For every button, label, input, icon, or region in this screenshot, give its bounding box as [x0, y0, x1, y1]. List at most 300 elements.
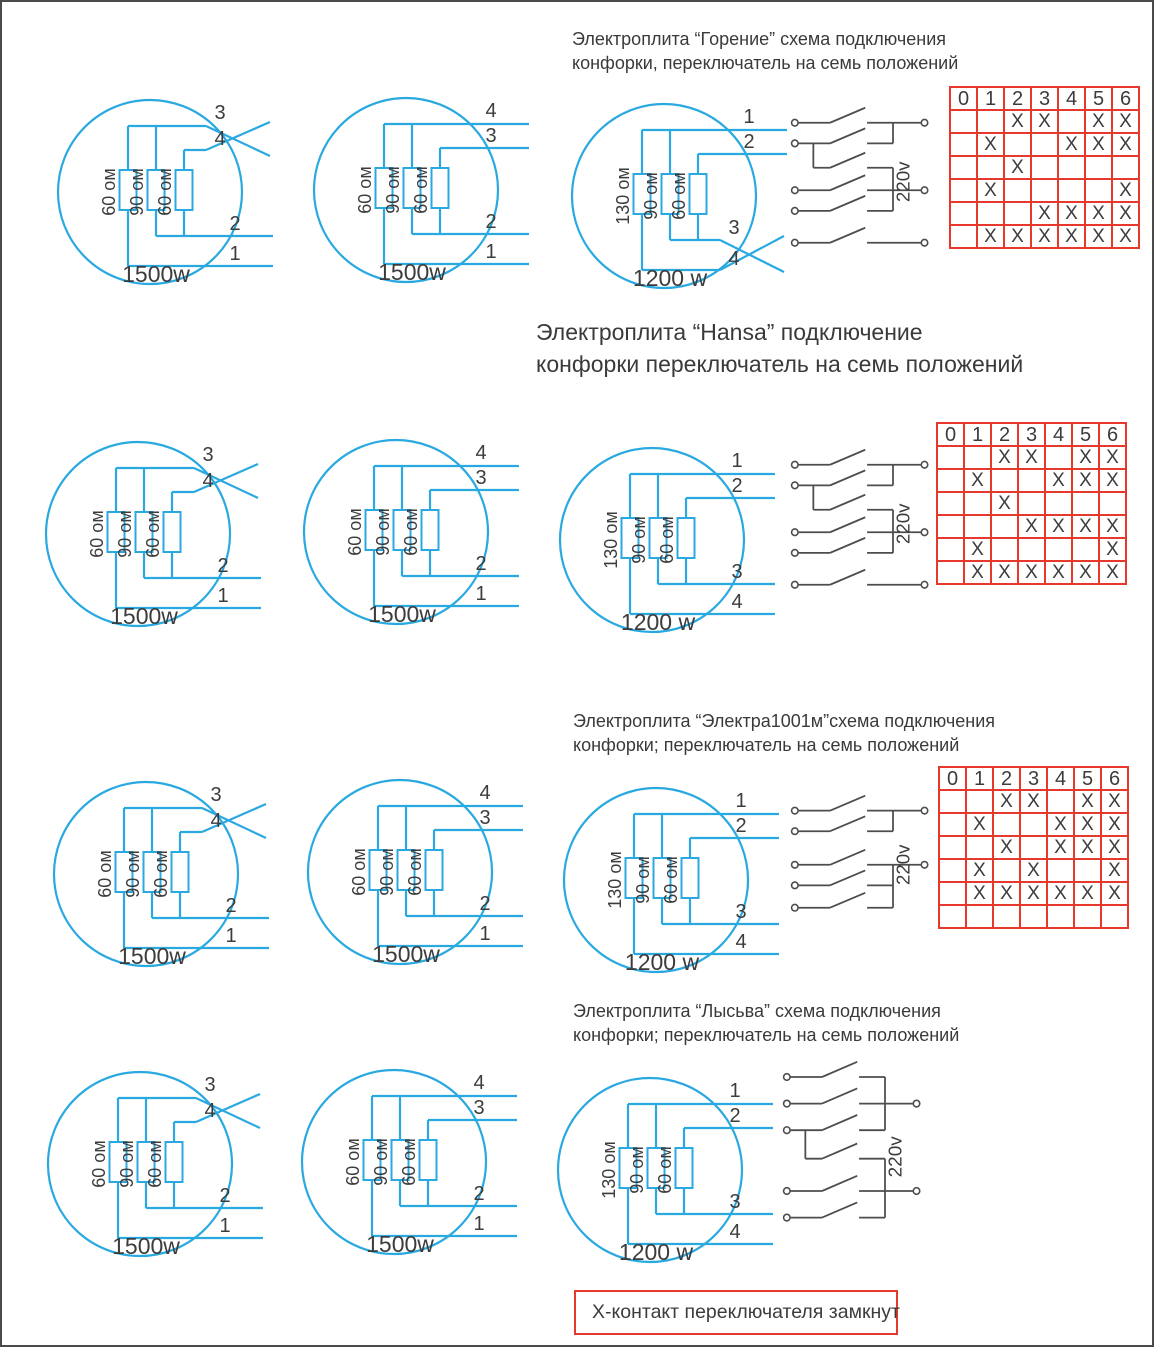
diagram-label: 4 — [735, 931, 747, 953]
title-line: Электроплита “Горение” схема подключения — [572, 29, 947, 49]
contact-cell — [1112, 156, 1139, 179]
contact-cell — [964, 446, 991, 469]
contact-cell: X — [1072, 515, 1099, 538]
burner-svg — [26, 432, 261, 637]
contact-cell — [937, 492, 964, 515]
contact-cell — [937, 561, 964, 584]
contact-cell: X — [1101, 882, 1128, 905]
diagram-label: 1 — [217, 585, 229, 607]
contact-cell: X — [1020, 882, 1047, 905]
section-title-elektra — [573, 710, 995, 758]
contact-cell: X — [1020, 790, 1047, 813]
contact-cell: X — [977, 179, 1004, 202]
contact-cell — [937, 469, 964, 492]
contact-cell — [1047, 905, 1074, 928]
diagram-label: 60 ом — [151, 850, 171, 898]
table-row — [950, 110, 1139, 133]
legend-note-text: Х-контакт переключателя замкнут — [592, 1301, 900, 1323]
diagram-label: 2 — [217, 555, 229, 577]
contact-cell: X — [964, 469, 991, 492]
switch-svg — [780, 104, 956, 254]
contact-cell — [977, 156, 1004, 179]
contact-cell: X — [993, 882, 1020, 905]
diagram-label: 2 — [475, 553, 487, 575]
diagram-label: 2 — [485, 211, 497, 233]
diagram-label: 4 — [475, 442, 487, 464]
diagram-label: 3 — [479, 807, 491, 829]
switch-svg — [780, 792, 956, 932]
title-line: конфорки, переключатель на семь положений — [572, 52, 959, 73]
contact-cell: X — [966, 859, 993, 882]
burner-diagram — [34, 772, 269, 977]
table-row — [950, 179, 1139, 202]
diagram-label: 4 — [731, 591, 743, 613]
contact-cell — [1045, 538, 1072, 561]
position-header-cell: 3 — [1020, 767, 1047, 790]
diagram-label: 3 — [473, 1097, 485, 1119]
table-row — [939, 859, 1128, 882]
contact-cell: X — [1031, 110, 1058, 133]
contact-cell: X — [1047, 836, 1074, 859]
contact-cell — [1018, 538, 1045, 561]
contact-cell: X — [977, 225, 1004, 248]
contact-cell — [1047, 790, 1074, 813]
burner-diagram — [540, 438, 775, 643]
burner-svg — [294, 88, 529, 293]
diagram-label: 3 — [729, 1191, 741, 1213]
burner-diagram — [288, 770, 523, 975]
voltage-label: 220v — [892, 161, 914, 203]
contact-cell — [937, 538, 964, 561]
legend-note-box — [574, 1290, 898, 1335]
contact-cell — [1045, 492, 1072, 515]
switch-position-table — [949, 86, 1140, 249]
burner-svg — [34, 772, 269, 977]
contact-cell — [991, 515, 1018, 538]
diagram-label: 4 — [728, 248, 740, 270]
switch-svg — [772, 1058, 948, 1248]
contact-cell — [966, 905, 993, 928]
diagram-label: 4 — [202, 470, 214, 492]
switch-svg — [780, 446, 956, 596]
diagram-label: 1200 w — [620, 609, 696, 635]
table-row — [937, 446, 1126, 469]
diagram-label: 1500w — [378, 259, 446, 285]
diagram-label: 60 ом — [145, 1140, 165, 1188]
contact-cell — [950, 133, 977, 156]
contact-cell — [939, 813, 966, 836]
burner-svg — [538, 1068, 773, 1273]
contact-cell — [1099, 492, 1126, 515]
diagram-label: 60 ом — [143, 510, 163, 558]
diagram-label: 3 — [485, 125, 497, 147]
diagram-label: 60 ом — [345, 508, 365, 556]
diagram-label: 1500w — [118, 943, 186, 969]
contact-cell: X — [1099, 515, 1126, 538]
diagram-label: 4 — [210, 810, 222, 832]
contact-cell — [964, 515, 991, 538]
contact-cell: X — [1018, 515, 1045, 538]
burner-svg — [552, 94, 787, 299]
table-row — [950, 225, 1139, 248]
diagram-label: 60 ом — [343, 1138, 363, 1186]
contact-cell — [977, 202, 1004, 225]
contact-cell — [1018, 469, 1045, 492]
position-header-cell: 0 — [950, 87, 977, 110]
diagram-label: 60 ом — [89, 1140, 109, 1188]
table-row — [937, 492, 1126, 515]
contact-cell — [991, 538, 1018, 561]
voltage-label: 220v — [892, 844, 914, 886]
diagram-label: 2 — [479, 893, 491, 915]
contact-cell: X — [1045, 515, 1072, 538]
table-row — [937, 538, 1126, 561]
diagram-label: 3 — [735, 901, 747, 923]
contact-cell — [937, 515, 964, 538]
contact-cell — [1018, 492, 1045, 515]
diagram-label: 1 — [485, 241, 497, 263]
diagram-label: 2 — [473, 1183, 485, 1205]
contact-cell: X — [1112, 110, 1139, 133]
diagram-label: 90 ом — [373, 508, 393, 556]
switch-diagram — [780, 104, 956, 254]
contact-cell: X — [993, 836, 1020, 859]
table-row — [939, 836, 1128, 859]
table-row — [937, 469, 1126, 492]
diagram-label: 4 — [485, 100, 497, 122]
diagram-label: 1500w — [110, 603, 178, 629]
diagram-label: 130 ом — [601, 511, 621, 569]
contact-cell: X — [1004, 156, 1031, 179]
contact-cell: X — [1031, 202, 1058, 225]
diagram-label: 1 — [473, 1213, 485, 1235]
position-header-cell: 3 — [1031, 87, 1058, 110]
diagram-label: 4 — [204, 1100, 216, 1122]
diagram-label: 3 — [202, 444, 214, 466]
contact-cell: X — [1099, 538, 1126, 561]
switch-diagram — [780, 792, 956, 932]
burner-svg — [282, 1060, 517, 1265]
diagram-label: 3 — [214, 102, 226, 124]
contact-cell — [1074, 905, 1101, 928]
title-line: конфорки; переключатель на семь положений — [573, 1024, 960, 1045]
contact-cell: X — [1099, 561, 1126, 584]
contact-cell: X — [1018, 446, 1045, 469]
contact-cell: X — [1004, 110, 1031, 133]
switch-position-table — [938, 766, 1129, 929]
contact-cell — [993, 905, 1020, 928]
position-header-cell: 5 — [1085, 87, 1112, 110]
section-title-gorenie — [572, 28, 958, 76]
diagram-label: 1 — [735, 790, 747, 812]
diagram-label: 130 ом — [599, 1141, 619, 1199]
diagram-label: 4 — [479, 782, 491, 804]
contact-cell — [939, 859, 966, 882]
diagram-label: 1 — [219, 1215, 231, 1237]
position-header-cell: 2 — [1004, 87, 1031, 110]
burner-diagram — [538, 1068, 773, 1273]
diagram-label: 2 — [743, 131, 755, 153]
diagram-label: 60 ом — [155, 168, 175, 216]
diagram-label: 90 ом — [377, 848, 397, 896]
contact-cell — [1020, 905, 1047, 928]
burner-diagram — [282, 1060, 517, 1265]
position-header-cell: 0 — [937, 423, 964, 446]
diagram-label: 60 ом — [411, 166, 431, 214]
diagram-label: 60 ом — [349, 848, 369, 896]
diagram-label: 1 — [729, 1080, 741, 1102]
diagram-label: 1200 w — [632, 265, 708, 291]
diagram-label: 90 ом — [371, 1138, 391, 1186]
position-header-cell: 1 — [966, 767, 993, 790]
switch-diagram — [780, 446, 956, 596]
contact-cell — [950, 202, 977, 225]
contact-cell — [950, 179, 977, 202]
diagram-label: 60 ом — [95, 850, 115, 898]
contact-cell: X — [964, 561, 991, 584]
contact-cell: X — [1085, 202, 1112, 225]
contact-cell — [1004, 202, 1031, 225]
position-header-cell: 2 — [993, 767, 1020, 790]
diagram-label: 1 — [475, 583, 487, 605]
diagram-label: 1 — [479, 923, 491, 945]
contact-cell — [950, 156, 977, 179]
diagram-label: 4 — [214, 128, 226, 150]
contact-cell — [1045, 446, 1072, 469]
position-header-cell: 6 — [1112, 87, 1139, 110]
contact-cell: X — [1112, 179, 1139, 202]
diagram-label: 3 — [475, 467, 487, 489]
contact-cell: X — [1072, 446, 1099, 469]
diagram-label: 60 ом — [355, 166, 375, 214]
position-header-cell: 1 — [964, 423, 991, 446]
position-header-cell: 0 — [939, 767, 966, 790]
burner-svg — [544, 778, 779, 983]
diagram-label: 1200 w — [618, 1239, 694, 1265]
contact-cell: X — [1101, 813, 1128, 836]
contact-cell — [1101, 905, 1128, 928]
contact-cell: X — [966, 882, 993, 905]
diagram-label: 2 — [225, 895, 237, 917]
contact-cell: X — [1074, 836, 1101, 859]
diagram-label: 3 — [204, 1074, 216, 1096]
position-header-cell: 6 — [1101, 767, 1128, 790]
contact-cell — [950, 110, 977, 133]
diagram-label: 3 — [731, 561, 743, 583]
position-header-cell: 5 — [1072, 423, 1099, 446]
diagram-label: 60 ом — [99, 168, 119, 216]
table-row — [950, 156, 1139, 179]
burner-svg — [540, 438, 775, 643]
diagram-label: 1500w — [368, 601, 436, 627]
contact-cell: X — [1099, 469, 1126, 492]
contact-cell: X — [964, 538, 991, 561]
contact-cell: X — [1058, 225, 1085, 248]
contact-cell: X — [1058, 133, 1085, 156]
contact-cell — [1085, 156, 1112, 179]
contact-cell: X — [991, 446, 1018, 469]
diagram-label: 1 — [229, 243, 241, 265]
contact-cell: X — [1074, 790, 1101, 813]
diagram-label: 1500w — [366, 1231, 434, 1257]
burner-diagram — [294, 88, 529, 293]
contact-cell — [1058, 156, 1085, 179]
title-line: Электроплита “Hansa” подключение — [536, 319, 923, 345]
switch-position-table — [936, 422, 1127, 585]
contact-cell: X — [1112, 225, 1139, 248]
contact-cell — [1074, 859, 1101, 882]
burner-svg — [288, 770, 523, 975]
contact-cell: X — [1047, 813, 1074, 836]
contact-cell: X — [991, 492, 1018, 515]
diagram-label: 130 ом — [605, 851, 625, 909]
contact-cell: X — [1085, 110, 1112, 133]
burner-svg — [38, 90, 273, 295]
contact-cell — [1072, 538, 1099, 561]
diagram-label: 60 ом — [401, 508, 421, 556]
diagram-label: 90 ом — [383, 166, 403, 214]
diagram-label: 60 ом — [669, 172, 689, 220]
contact-cell: X — [1072, 561, 1099, 584]
table-row — [939, 813, 1128, 836]
contact-cell — [1085, 179, 1112, 202]
contact-cell: X — [1085, 133, 1112, 156]
diagram-label: 90 ом — [641, 172, 661, 220]
contact-cell: X — [1101, 859, 1128, 882]
burner-diagram — [28, 1062, 263, 1267]
burner-diagram — [552, 94, 787, 299]
contact-cell — [1020, 836, 1047, 859]
contact-cell: X — [1101, 790, 1128, 813]
contact-cell — [1047, 859, 1074, 882]
diagram-label: 60 ом — [655, 1146, 675, 1194]
position-header-cell: 5 — [1074, 767, 1101, 790]
contact-cell — [1072, 492, 1099, 515]
position-header-cell: 4 — [1045, 423, 1072, 446]
contact-cell: X — [1018, 561, 1045, 584]
table-row — [950, 202, 1139, 225]
contact-cell: X — [1112, 202, 1139, 225]
contact-cell: X — [1101, 836, 1128, 859]
contact-cell — [977, 110, 1004, 133]
diagram-label: 90 ом — [115, 510, 135, 558]
diagram-label: 2 — [229, 213, 241, 235]
diagram-label: 60 ом — [657, 516, 677, 564]
position-header-cell: 2 — [991, 423, 1018, 446]
diagram-label: 1 — [731, 450, 743, 472]
title-line: Электроплита “Лысьва” схема подключения — [573, 1001, 941, 1021]
diagram-label: 90 ом — [123, 850, 143, 898]
contact-cell: X — [1047, 882, 1074, 905]
diagram-label: 4 — [473, 1072, 485, 1094]
contact-cell: X — [1099, 446, 1126, 469]
contact-cell — [1031, 133, 1058, 156]
title-line: Электроплита “Электра1001м”схема подключения — [573, 711, 996, 731]
diagram-label: 60 ом — [399, 1138, 419, 1186]
diagram-label: 1500w — [372, 941, 440, 967]
voltage-label: 220v — [884, 1136, 906, 1178]
diagram-label: 90 ом — [127, 168, 147, 216]
diagram-label: 60 ом — [405, 848, 425, 896]
contact-cell — [991, 469, 1018, 492]
diagram-label: 90 ом — [633, 856, 653, 904]
title-line: конфорки; переключатель на семь положений — [573, 734, 960, 755]
diagram-label: 1500w — [112, 1233, 180, 1259]
diagram-label: 3 — [728, 217, 740, 239]
contact-cell — [939, 905, 966, 928]
position-header-cell: 6 — [1099, 423, 1126, 446]
diagram-label: 2 — [731, 475, 743, 497]
contact-cell — [966, 836, 993, 859]
burner-diagram — [544, 778, 779, 983]
contact-cell: X — [1031, 225, 1058, 248]
diagram-label: 60 ом — [661, 856, 681, 904]
contact-cell: X — [1020, 859, 1047, 882]
contact-cell: X — [1072, 469, 1099, 492]
diagram-label: 1 — [743, 106, 755, 128]
burner-diagram — [284, 430, 519, 635]
position-header-cell: 4 — [1047, 767, 1074, 790]
switch-diagram — [772, 1058, 948, 1248]
position-header-cell: 4 — [1058, 87, 1085, 110]
contact-cell — [1058, 110, 1085, 133]
title-line: конфорки переключатель на семь положений — [536, 351, 1024, 378]
table-row — [939, 905, 1128, 928]
contact-cell: X — [1074, 882, 1101, 905]
position-header-cell: 1 — [977, 87, 1004, 110]
table-row — [939, 790, 1128, 813]
contact-cell: X — [1074, 813, 1101, 836]
contact-cell: X — [1004, 225, 1031, 248]
burner-svg — [284, 430, 519, 635]
contact-cell — [950, 225, 977, 248]
diagram-label: 60 ом — [87, 510, 107, 558]
diagram-label: 1200 w — [624, 949, 700, 975]
contact-cell — [937, 446, 964, 469]
voltage-label: 220v — [892, 503, 914, 545]
burner-diagram — [26, 432, 261, 637]
contact-cell — [964, 492, 991, 515]
contact-cell: X — [966, 813, 993, 836]
contact-cell: X — [1085, 225, 1112, 248]
contact-cell — [1004, 179, 1031, 202]
diagram-label: 3 — [210, 784, 222, 806]
table-row — [939, 882, 1128, 905]
diagram-label: 2 — [729, 1105, 741, 1127]
position-header-cell: 3 — [1018, 423, 1045, 446]
contact-cell: X — [1058, 202, 1085, 225]
diagram-label: 1500w — [122, 261, 190, 287]
contact-cell — [966, 790, 993, 813]
contact-cell: X — [993, 790, 1020, 813]
diagram-label: 4 — [729, 1221, 741, 1243]
table-row — [950, 133, 1139, 156]
contact-cell: X — [977, 133, 1004, 156]
diagram-label: 90 ом — [629, 516, 649, 564]
contact-cell: X — [1045, 561, 1072, 584]
burner-svg — [28, 1062, 263, 1267]
position-table — [938, 766, 1129, 929]
diagram-label: 1 — [225, 925, 237, 947]
diagram-label: 2 — [219, 1185, 231, 1207]
section-title-lysva — [573, 1000, 959, 1048]
contact-cell — [993, 813, 1020, 836]
contact-cell — [939, 882, 966, 905]
contact-cell — [1031, 156, 1058, 179]
burner-diagram — [38, 90, 273, 295]
position-table — [936, 422, 1127, 585]
table-row — [937, 515, 1126, 538]
